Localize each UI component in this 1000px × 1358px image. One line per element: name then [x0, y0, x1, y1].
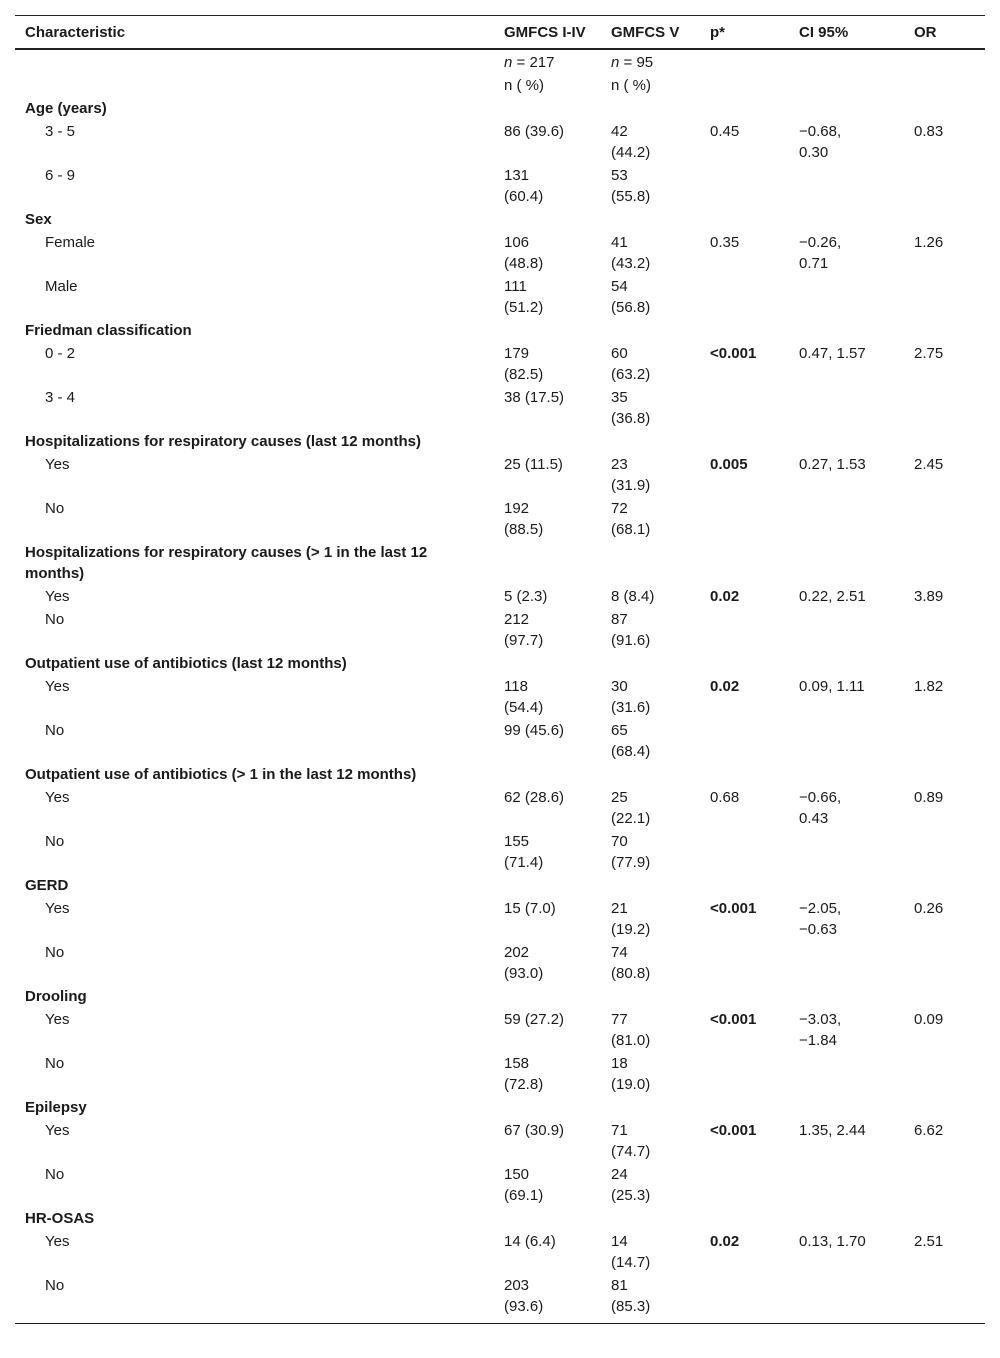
gmfcs-v-cell-line: 25	[611, 789, 628, 806]
gmfcs-v-cell-line: 70	[611, 833, 628, 850]
gmfcs-v-cell-line: 35	[611, 389, 628, 406]
table-row	[15, 385, 985, 429]
section-title: Drooling	[25, 988, 87, 1005]
header-gmfcs-i-iv: GMFCS I-IV	[504, 24, 586, 41]
gmfcs-v-cell-line: 72	[611, 500, 628, 517]
or-cell: 2.45	[914, 456, 944, 473]
unit-g2: n ( %)	[611, 77, 652, 94]
gmfcs-v-cell	[611, 609, 710, 651]
section-title: Outpatient use of antibiotics (> 1 in the last 12 months)	[25, 766, 417, 783]
or-cell: 3.89	[914, 588, 944, 605]
or-cell: 2.75	[914, 345, 944, 362]
table-row	[15, 1118, 985, 1162]
ci-95-cell	[799, 586, 914, 607]
section-header-row	[15, 96, 985, 119]
gmfcs-i-iv-cell-line: 192	[504, 500, 530, 517]
ci-95-cell	[799, 1231, 914, 1273]
table-row	[15, 584, 985, 607]
p-value-cell	[710, 720, 799, 762]
gmfcs-i-iv-cell	[504, 586, 611, 607]
p-value-cell: <0.001	[710, 900, 757, 917]
p-value-cell	[710, 942, 799, 984]
gmfcs-i-iv-cell-line: (72.8)	[504, 1076, 544, 1093]
gmfcs-v-cell	[611, 276, 710, 318]
gmfcs-i-iv-cell	[504, 1120, 611, 1162]
section-header-row	[15, 318, 985, 341]
table-row	[15, 674, 985, 718]
gmfcs-i-iv-cell	[504, 454, 611, 496]
gmfcs-v-cell-line: (68.4)	[611, 743, 651, 760]
gmfcs-i-iv-cell	[504, 1053, 611, 1095]
sample-size-row	[15, 50, 985, 73]
gmfcs-v-cell-line: 23	[611, 456, 628, 473]
p-value-cell	[710, 498, 799, 540]
gmfcs-i-iv-cell-line: 179	[504, 345, 530, 362]
gmfcs-v-cell	[611, 1053, 710, 1095]
row-label: Yes	[45, 588, 70, 605]
gmfcs-v-cell-line: 41	[611, 234, 628, 251]
p-value-cell	[710, 276, 799, 318]
gmfcs-v-cell-line: (19.2)	[611, 921, 651, 938]
unit-row	[15, 73, 985, 96]
gmfcs-v-cell-line: 18	[611, 1055, 628, 1072]
gmfcs-i-iv-cell-line: (93.6)	[504, 1298, 544, 1315]
gmfcs-v-cell	[611, 898, 710, 940]
gmfcs-v-cell-line: (43.2)	[611, 255, 651, 272]
gmfcs-i-iv-cell-line: 212	[504, 611, 530, 628]
ci-95-cell-line: 0.09, 1.11	[799, 678, 865, 695]
row-label: Male	[45, 278, 78, 295]
gmfcs-i-iv-cell-line: 38 (17.5)	[504, 389, 565, 406]
header-or: OR	[914, 24, 937, 41]
gmfcs-i-iv-cell-line: 67 (30.9)	[504, 1122, 565, 1139]
gmfcs-i-iv-cell-line: 155	[504, 833, 530, 850]
gmfcs-i-iv-cell-line: 106	[504, 234, 530, 251]
table-row	[15, 785, 985, 829]
gmfcs-v-cell-line: 30	[611, 678, 628, 695]
row-label: No	[45, 833, 65, 850]
gmfcs-v-cell	[611, 387, 710, 429]
gmfcs-v-cell-line: (22.1)	[611, 810, 651, 827]
gmfcs-i-iv-cell-line: (71.4)	[504, 854, 544, 871]
gmfcs-v-cell	[611, 454, 710, 496]
or-cell	[914, 165, 985, 207]
gmfcs-i-iv-cell	[504, 1009, 611, 1051]
gmfcs-i-iv-cell	[504, 1231, 611, 1273]
ci-95-cell-line: 0.22, 2.51	[799, 588, 866, 605]
gmfcs-v-cell-line: (56.8)	[611, 299, 651, 316]
header-ci-95: CI 95%	[799, 24, 849, 41]
gmfcs-i-iv-cell-line: 203	[504, 1277, 530, 1294]
ci-95-cell	[799, 121, 914, 163]
gmfcs-i-iv-cell	[504, 387, 611, 429]
ci-95-cell	[799, 787, 914, 829]
or-cell	[914, 831, 985, 873]
section-header-row	[15, 1206, 985, 1229]
ci-95-cell	[799, 676, 914, 718]
section-title: GERD	[25, 877, 69, 894]
gmfcs-v-cell-line: (14.7)	[611, 1254, 651, 1271]
ci-95-cell	[799, 942, 914, 984]
p-value-cell	[710, 387, 799, 429]
or-cell: 0.89	[914, 789, 944, 806]
or-cell	[914, 498, 985, 540]
table-row	[15, 1051, 985, 1095]
section-title: Outpatient use of antibiotics (last 12 months)	[25, 655, 347, 672]
or-cell	[914, 276, 985, 318]
section-title: HR-OSAS	[25, 1210, 95, 1227]
row-label: No	[45, 1166, 65, 1183]
p-value-cell	[710, 1053, 799, 1095]
or-cell	[914, 1164, 985, 1206]
or-cell: 0.83	[914, 123, 944, 140]
ci-95-cell	[799, 454, 914, 496]
ci-95-cell-line: 0.30	[799, 144, 829, 161]
gmfcs-v-cell-line: (36.8)	[611, 410, 651, 427]
section-header-row	[15, 651, 985, 674]
ci-95-cell-line: −0.68,	[799, 123, 842, 140]
table-row	[15, 1229, 985, 1273]
section-header-row	[15, 540, 985, 584]
row-label: Yes	[45, 900, 70, 917]
table-row	[15, 829, 985, 873]
row-label: Female	[45, 234, 96, 251]
gmfcs-i-iv-cell-line: 5 (2.3)	[504, 588, 548, 605]
gmfcs-i-iv-cell-line: (97.7)	[504, 632, 544, 649]
ci-95-cell	[799, 1053, 914, 1095]
row-label: No	[45, 500, 65, 517]
section-title: Friedman classification	[25, 322, 192, 339]
gmfcs-v-cell-line: (19.0)	[611, 1076, 651, 1093]
gmfcs-v-cell-line: 71	[611, 1122, 628, 1139]
or-cell	[914, 942, 985, 984]
gmfcs-v-cell-line: (31.6)	[611, 699, 651, 716]
p-value-cell	[710, 1275, 799, 1317]
gmfcs-v-cell	[611, 343, 710, 385]
p-value-cell: <0.001	[710, 1122, 757, 1139]
section-header-row	[15, 984, 985, 1007]
ci-95-cell	[799, 343, 914, 385]
row-label: Yes	[45, 1122, 70, 1139]
section-header-row	[15, 1095, 985, 1118]
p-value-cell	[710, 831, 799, 873]
table-row	[15, 452, 985, 496]
ci-95-cell-line: −0.26,	[799, 234, 842, 251]
or-cell	[914, 1053, 985, 1095]
table-row	[15, 341, 985, 385]
gmfcs-i-iv-cell-line: (93.0)	[504, 965, 544, 982]
gmfcs-i-iv-cell	[504, 121, 611, 163]
gmfcs-v-cell	[611, 1009, 710, 1051]
gmfcs-v-cell-line: 54	[611, 278, 628, 295]
table-row	[15, 940, 985, 984]
section-header-row	[15, 762, 985, 785]
gmfcs-i-iv-cell-line: (69.1)	[504, 1187, 544, 1204]
gmfcs-v-cell-line: 81	[611, 1277, 628, 1294]
gmfcs-i-iv-cell-line: (54.4)	[504, 699, 544, 716]
ci-95-cell	[799, 1009, 914, 1051]
gmfcs-i-iv-cell-line: 14 (6.4)	[504, 1233, 556, 1250]
header-p-value: p*	[710, 24, 725, 41]
gmfcs-i-iv-cell-line: 62 (28.6)	[504, 789, 565, 806]
section-title: Epilepsy	[25, 1099, 87, 1116]
gmfcs-i-iv-cell-line: 118	[504, 678, 528, 695]
table-row	[15, 1007, 985, 1051]
gmfcs-v-cell	[611, 121, 710, 163]
ci-95-cell	[799, 387, 914, 429]
ci-95-cell-line: 0.27, 1.53	[799, 456, 866, 473]
ci-95-cell-line: 1.35, 2.44	[799, 1122, 866, 1139]
gmfcs-i-iv-cell-line: 86 (39.6)	[504, 123, 565, 140]
table-body	[15, 96, 985, 1317]
row-label: Yes	[45, 1011, 70, 1028]
ci-95-cell	[799, 1164, 914, 1206]
table-header-row	[15, 16, 985, 48]
p-value-cell	[710, 1164, 799, 1206]
p-value-cell: 0.35	[710, 234, 740, 251]
gmfcs-v-cell-line: (55.8)	[611, 188, 651, 205]
sample-size-g2: n = 95	[611, 54, 654, 71]
gmfcs-v-cell-line: 21	[611, 900, 628, 917]
ci-95-cell-line: 0.43	[799, 810, 829, 827]
gmfcs-v-cell	[611, 676, 710, 718]
or-cell	[914, 720, 985, 762]
p-value-cell	[710, 165, 799, 207]
row-label: 3 - 4	[45, 389, 76, 406]
gmfcs-i-iv-cell	[504, 165, 611, 207]
table-row	[15, 718, 985, 762]
p-value-cell: 0.45	[710, 123, 740, 140]
ci-95-cell-line: −0.63	[799, 921, 837, 938]
ci-95-cell	[799, 1275, 914, 1317]
table-row	[15, 119, 985, 163]
gmfcs-i-iv-cell-line: 111	[504, 278, 527, 295]
gmfcs-i-iv-cell-line: 99 (45.6)	[504, 722, 565, 739]
row-label: No	[45, 611, 65, 628]
ci-95-cell	[799, 165, 914, 207]
sample-size-g1: n = 217	[504, 54, 555, 71]
gmfcs-i-iv-cell	[504, 276, 611, 318]
ci-95-cell	[799, 609, 914, 651]
table-row	[15, 607, 985, 651]
header-characteristic: Characteristic	[25, 24, 126, 41]
row-label: Yes	[45, 789, 70, 806]
gmfcs-v-cell-line: (85.3)	[611, 1298, 651, 1315]
gmfcs-v-cell-line: (63.2)	[611, 366, 651, 383]
gmfcs-v-cell-line: (80.8)	[611, 965, 651, 982]
row-label: No	[45, 944, 65, 961]
gmfcs-i-iv-cell	[504, 232, 611, 274]
row-label: Yes	[45, 456, 70, 473]
or-cell: 1.26	[914, 234, 944, 251]
section-header-row	[15, 873, 985, 896]
row-label: No	[45, 1055, 65, 1072]
gmfcs-i-iv-cell-line: (51.2)	[504, 299, 544, 316]
gmfcs-i-iv-cell-line: 158	[504, 1055, 530, 1072]
section-title: Hospitalizations for respiratory causes (last 12 months)	[25, 433, 421, 450]
gmfcs-i-iv-cell-line: (60.4)	[504, 188, 544, 205]
gmfcs-i-iv-cell	[504, 787, 611, 829]
gmfcs-i-iv-cell	[504, 676, 611, 718]
gmfcs-v-cell-line: 14	[611, 1233, 628, 1250]
ci-95-cell-line: 0.13, 1.70	[799, 1233, 866, 1250]
section-header-row	[15, 207, 985, 230]
gmfcs-v-cell-line: (81.0)	[611, 1032, 651, 1049]
gmfcs-v-cell-line: (91.6)	[611, 632, 651, 649]
p-value-cell: <0.001	[710, 345, 757, 362]
ci-95-cell-line: 0.71	[799, 255, 829, 272]
gmfcs-i-iv-cell	[504, 831, 611, 873]
gmfcs-v-cell-line: (31.9)	[611, 477, 651, 494]
ci-95-cell	[799, 232, 914, 274]
table-bottom-rule	[15, 1323, 985, 1324]
gmfcs-v-cell-line: (44.2)	[611, 144, 651, 161]
gmfcs-v-cell	[611, 787, 710, 829]
gmfcs-v-cell-line: (68.1)	[611, 521, 651, 538]
gmfcs-i-iv-cell	[504, 609, 611, 651]
or-cell: 0.09	[914, 1011, 944, 1028]
gmfcs-v-cell-line: 77	[611, 1011, 628, 1028]
gmfcs-v-cell-line: 60	[611, 345, 628, 362]
section-title: Hospitalizations for respiratory causes (> 1 in the last 12 months)	[25, 544, 428, 582]
gmfcs-i-iv-cell	[504, 1164, 611, 1206]
row-label: Yes	[45, 1233, 70, 1250]
ci-95-cell	[799, 720, 914, 762]
gmfcs-v-cell	[611, 831, 710, 873]
table-row	[15, 230, 985, 274]
gmfcs-i-iv-cell-line: 25 (11.5)	[504, 456, 563, 473]
ci-95-cell-line: −1.84	[799, 1032, 837, 1049]
table-row	[15, 274, 985, 318]
gmfcs-v-cell	[611, 1275, 710, 1317]
p-value-cell: 0.68	[710, 789, 740, 806]
or-cell	[914, 609, 985, 651]
ci-95-cell	[799, 1120, 914, 1162]
gmfcs-v-cell	[611, 942, 710, 984]
or-cell	[914, 1275, 985, 1317]
ci-95-cell-line: −2.05,	[799, 900, 842, 917]
gmfcs-i-iv-cell-line: (48.8)	[504, 255, 544, 272]
ci-95-cell-line: 0.47, 1.57	[799, 345, 866, 362]
gmfcs-v-cell-line: (74.7)	[611, 1143, 651, 1160]
gmfcs-v-cell	[611, 1164, 710, 1206]
p-value-cell	[710, 609, 799, 651]
table-row	[15, 896, 985, 940]
gmfcs-i-iv-cell-line: 150	[504, 1166, 530, 1183]
gmfcs-i-iv-cell	[504, 1275, 611, 1317]
ci-95-cell	[799, 831, 914, 873]
gmfcs-v-cell	[611, 165, 710, 207]
row-label: 3 - 5	[45, 123, 76, 140]
or-cell: 2.51	[914, 1233, 944, 1250]
gmfcs-i-iv-cell	[504, 942, 611, 984]
gmfcs-i-iv-cell	[504, 898, 611, 940]
section-title: Age (years)	[25, 100, 107, 117]
row-label: No	[45, 722, 65, 739]
unit-g1: n ( %)	[504, 77, 545, 94]
gmfcs-v-cell-line: 8 (8.4)	[611, 588, 655, 605]
gmfcs-v-cell-line: 74	[611, 944, 628, 961]
gmfcs-v-cell-line: 87	[611, 611, 628, 628]
gmfcs-v-cell	[611, 498, 710, 540]
gmfcs-v-cell	[611, 232, 710, 274]
row-label: No	[45, 1277, 65, 1294]
gmfcs-i-iv-cell-line: 131	[504, 167, 530, 184]
or-cell: 0.26	[914, 900, 944, 917]
data-table	[15, 15, 985, 1324]
table-row	[15, 496, 985, 540]
gmfcs-v-cell-line: 53	[611, 167, 628, 184]
gmfcs-i-iv-cell-line: 59 (27.2)	[504, 1011, 565, 1028]
ci-95-cell	[799, 276, 914, 318]
row-label: 6 - 9	[45, 167, 76, 184]
gmfcs-i-iv-cell-line: 202	[504, 944, 530, 961]
or-cell: 1.82	[914, 678, 944, 695]
or-cell	[914, 387, 985, 429]
gmfcs-i-iv-cell-line: (82.5)	[504, 366, 544, 383]
table-row	[15, 163, 985, 207]
gmfcs-i-iv-cell	[504, 720, 611, 762]
p-value-cell: 0.02	[710, 588, 740, 605]
gmfcs-i-iv-cell-line: 15 (7.0)	[504, 900, 556, 917]
section-header-row	[15, 429, 985, 452]
section-title: Sex	[25, 211, 52, 228]
or-cell: 6.62	[914, 1122, 944, 1139]
gmfcs-i-iv-cell	[504, 343, 611, 385]
ci-95-cell	[799, 898, 914, 940]
gmfcs-v-cell-line: (77.9)	[611, 854, 651, 871]
table-row	[15, 1162, 985, 1206]
gmfcs-v-cell	[611, 586, 710, 607]
gmfcs-v-cell	[611, 1120, 710, 1162]
gmfcs-v-cell-line: (25.3)	[611, 1187, 651, 1204]
gmfcs-i-iv-cell	[504, 498, 611, 540]
gmfcs-v-cell-line: 65	[611, 722, 628, 739]
row-label: 0 - 2	[45, 345, 76, 362]
gmfcs-i-iv-cell-line: (88.5)	[504, 521, 544, 538]
p-value-cell: 0.02	[710, 1233, 740, 1250]
gmfcs-v-cell	[611, 720, 710, 762]
row-label: Yes	[45, 678, 70, 695]
ci-95-cell-line: −0.66,	[799, 789, 842, 806]
ci-95-cell-line: −3.03,	[799, 1011, 842, 1028]
gmfcs-v-cell-line: 24	[611, 1166, 628, 1183]
p-value-cell: <0.001	[710, 1011, 757, 1028]
header-gmfcs-v: GMFCS V	[611, 24, 680, 41]
ci-95-cell	[799, 498, 914, 540]
gmfcs-v-cell-line: 42	[611, 123, 628, 140]
p-value-cell: 0.02	[710, 678, 740, 695]
gmfcs-v-cell	[611, 1231, 710, 1273]
table-row	[15, 1273, 985, 1317]
p-value-cell: 0.005	[710, 456, 748, 473]
